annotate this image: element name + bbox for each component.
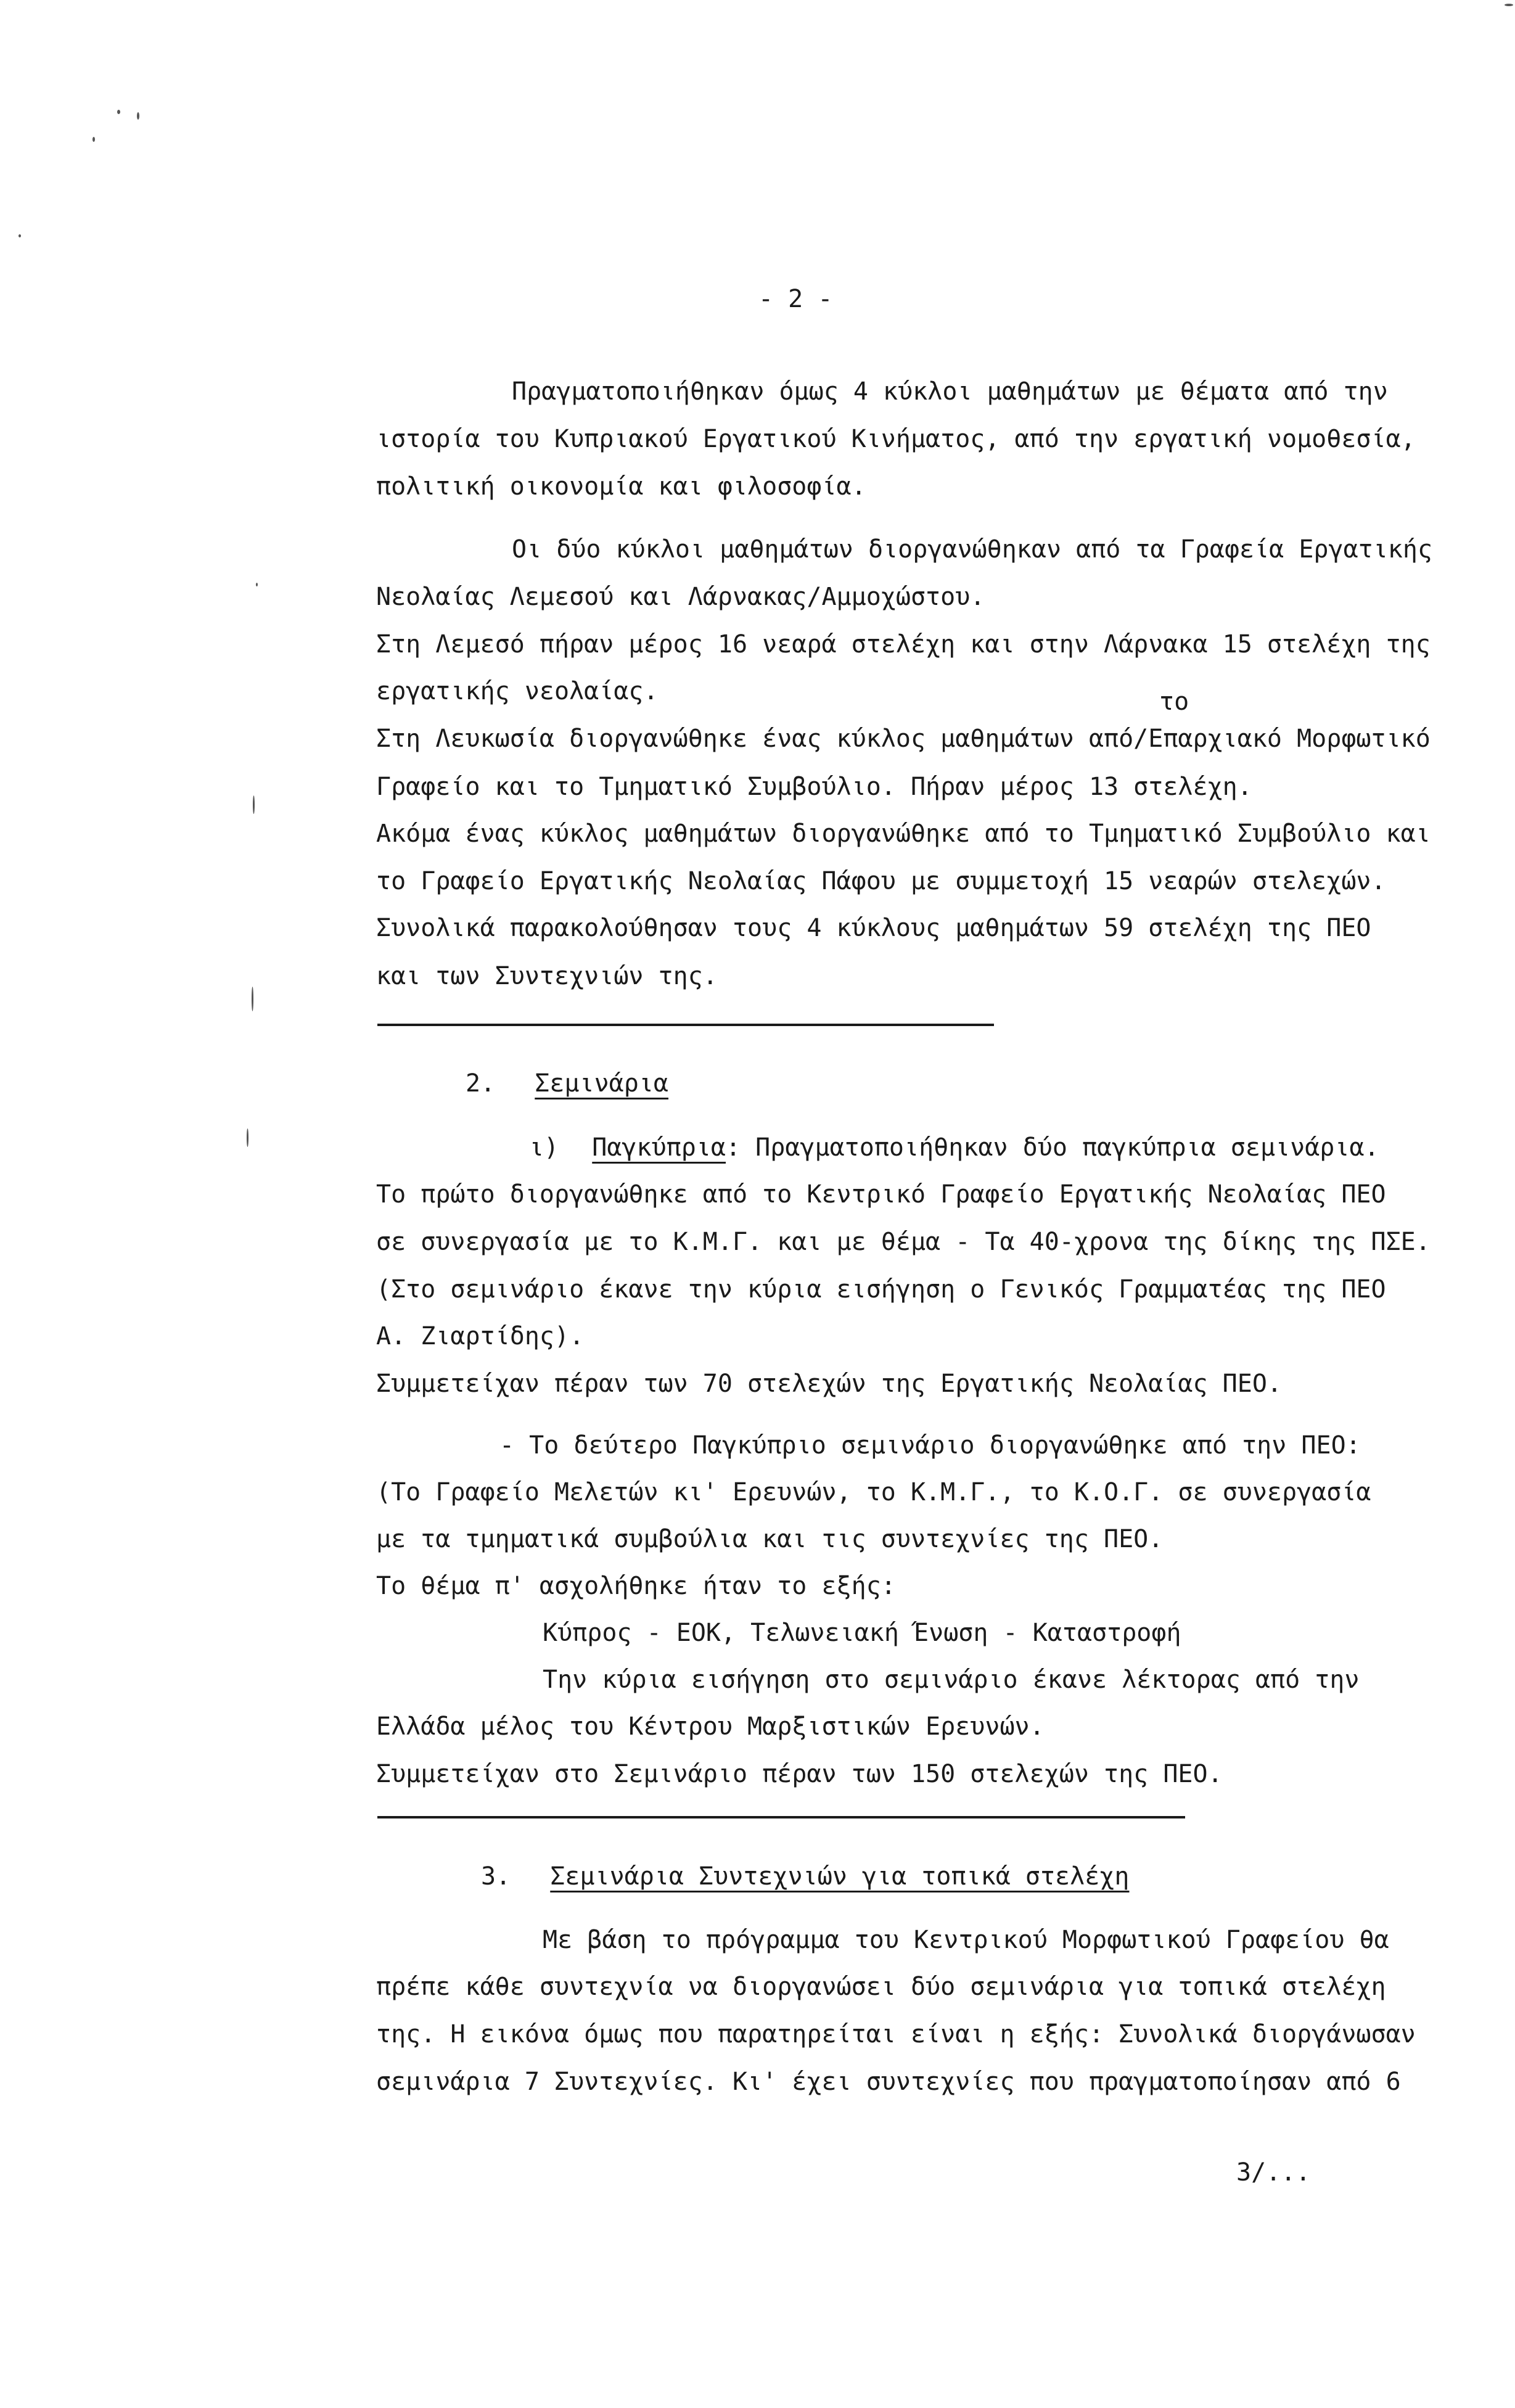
body-line: Ακόμα ένας κύκλος μαθημάτων διοργανώθηκε από το Τμηματικό Συμβούλιο και [376,820,1431,848]
body-line: Συμμετείχαν πέραν των 70 στελεχών της Εργατικής Νεολαίας ΠΕΟ. [376,1370,1283,1398]
body-line: - Το δεύτερο Παγκύπριο σεμινάριο διοργανώθηκε από την ΠΕΟ: [499,1431,1361,1460]
section-title: Σεμινάρια Συντεχνιών για τοπικά στελέχη [550,1862,1130,1891]
body-line: το Γραφείο Εργατικής Νεολαίας Πάφου με συμμετοχή 15 νεαρών στελεχών. [376,867,1386,895]
scan-speck [137,112,139,120]
body-line: Ελλάδα μέλος του Κέντρου Μαρξιστικών Ερευνών. [376,1712,1045,1741]
body-line: Την κύρια εισήγηση στο σεμινάριο έκανε λέκτορας από την [543,1666,1360,1694]
body-line: Στη Λευκωσία διοργανώθηκε ένας κύκλος μαθημάτων από/Επαρχιακό Μορφωτικό [376,725,1431,753]
subsection-marker: ι) [529,1133,559,1162]
body-line: Α. Ζιαρτίδης). [376,1322,585,1350]
body-line: Κύπρος - ΕΟΚ, Τελωνειακή Ένωση - Καταστροφή [543,1619,1181,1647]
body-line: σεμινάρια 7 Συντεχνίες. Κι' έχει συντεχνίες που πραγματοποίησαν από 6 [376,2068,1401,2096]
body-line: (Στο σεμινάριο έκανε την κύρια εισήγηση ο Γενικός Γραμματέας της ΠΕΟ [376,1275,1386,1304]
body-line: σε συνεργασία με το Κ.Μ.Γ. και με θέμα - Τα 40-χρονα της δίκης της ΠΣΕ. [376,1228,1431,1256]
scan-speck [92,137,95,142]
subsection-title: Παγκύπρια [592,1133,726,1162]
page-number: - 2 - [758,285,833,313]
divider-rule [377,1816,1185,1818]
section-number: 3. [481,1862,511,1891]
body-line: Οι δύο κύκλοι μαθημάτων διοργανώθηκαν από τα Γραφεία Εργατικής [512,535,1433,564]
body-line: πολιτική οικονομία και φιλοσοφία. [376,472,866,501]
section-number: 2. [466,1069,496,1098]
body-line: Συνολικά παρακολούθησαν τους 4 κύκλους μαθημάτων 59 στελέχη της ΠΕΟ [376,914,1371,942]
divider-rule [377,1024,994,1026]
scan-speck [18,234,21,237]
body-line: με τα τμηματικά συμβούλια και τις συντεχνίες της ΠΕΟ. [376,1525,1164,1553]
body-line: Στη Λεμεσό πήραν μέρος 16 νεαρά στελέχη και στην Λάρνακα 15 στελέχη της [376,630,1431,659]
subsection-text: : Πραγματοποιήθηκαν δύο παγκύπρια σεμινάρια. [726,1133,1379,1162]
scan-speck [252,987,253,1011]
section-title: Σεμινάρια [535,1069,669,1098]
section-2-heading [466,1071,668,1096]
body-line: Το πρώτο διοργανώθηκε από το Κεντρικό Γραφείο Εργατικής Νεολαίας ΠΕΟ [376,1180,1386,1209]
body-line: Συμμετείχαν στο Σεμινάριο πέραν των 150 στελεχών της ΠΕΟ. [376,1760,1223,1788]
handwritten-insert: το [1159,688,1189,716]
scan-speck [253,795,255,814]
body-line: της. Η εικόνα όμως που παρατηρείται είναι η εξής: Συνολικά διοργάνωσαν [376,2020,1416,2048]
subsection-heading [529,1135,1379,1160]
body-line: και των Συντεχνιών της. [376,962,718,990]
continuation-marker: 3/... [1236,2158,1311,2187]
scan-speck [117,110,120,114]
body-line: Γραφείο και το Τμηματικό Συμβούλιο. Πήραν μέρος 13 στελέχη. [376,773,1252,801]
body-line: Το θέμα π' ασχολήθηκε ήταν το εξής: [376,1572,896,1600]
body-line: (Το Γραφείο Μελετών κι' Ερευνών, το Κ.Μ.Γ., το Κ.Ο.Γ. σε συνεργασία [376,1478,1371,1506]
scan-speck [1505,4,1513,6]
body-line: Με βάση το πρόγραμμα του Κεντρικού Μορφωτικού Γραφείου θα [543,1926,1389,1954]
body-line: εργατικής νεολαίας. [376,677,659,705]
body-line: Πραγματοποιήθηκαν όμως 4 κύκλοι μαθημάτων με θέματα από την [512,377,1388,406]
section-3-heading [481,1864,1129,1889]
scan-speck [256,583,258,586]
scan-speck [247,1128,248,1147]
body-line: Νεολαίας Λεμεσού και Λάρνακας/Αμμοχώστου. [376,583,985,611]
body-line: πρέπε κάθε συντεχνία να διοργανώσει δύο σεμινάρια για τοπικά στελέχη [376,1973,1386,2001]
body-line: ιστορία του Κυπριακού Εργατικού Κινήματος, από την εργατική νομοθεσία, [376,425,1416,453]
